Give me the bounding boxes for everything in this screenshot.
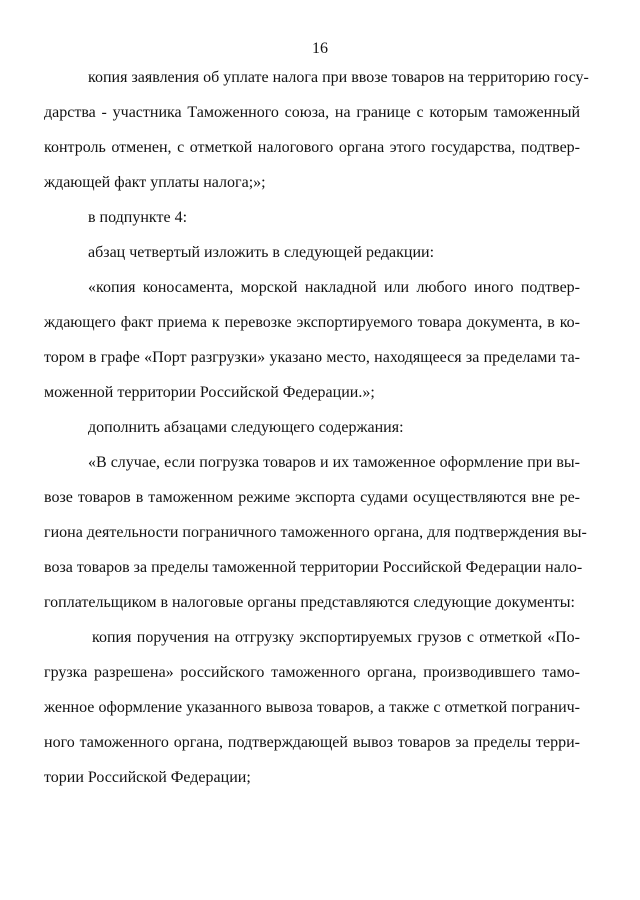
- text-line: грузка разрешена» российского таможенного органа, производившего тамо-: [44, 664, 580, 681]
- text-line: моженной территории Российской Федерации.»;: [44, 384, 375, 401]
- text-line: гиона деятельности пограничного таможенного органа, для подтверждения вы-: [44, 524, 587, 541]
- text-line: копия заявления об уплате налога при ввозе товаров на территорию госу-: [88, 69, 589, 86]
- text-line: тором в графе «Порт разгрузки» указано место, находящееся за пределами та-: [44, 349, 580, 366]
- text-line: «копия коносамента, морской накладной или любого иного подтвер-: [88, 279, 580, 296]
- text-line: ного таможенного органа, подтверждающей вывоз товаров за пределы терри-: [44, 734, 580, 751]
- text-line: возе товаров в таможенном режиме экспорта судами осуществляются вне ре-: [44, 489, 580, 506]
- text-line: ждающей факт уплаты налога;»;: [44, 174, 266, 191]
- text-line: «В случае, если погрузка товаров и их таможенное оформление при вы-: [88, 454, 580, 471]
- text-line: в подпункте 4:: [88, 209, 188, 226]
- text-line: женное оформление указанного вывоза товаров, а также с отметкой погранич-: [44, 699, 580, 716]
- text-line: дополнить абзацами следующего содержания:: [88, 419, 404, 436]
- text-line: тории Российской Федерации;: [44, 769, 251, 786]
- text-line: воза товаров за пределы таможенной территории Российской Федерации нало-: [44, 559, 583, 576]
- document-body: [44, 60, 589, 795]
- text-line: гоплательщиком в налоговые органы представляются следующие документы:: [44, 594, 575, 611]
- page-number: 16: [312, 40, 328, 57]
- text-line: контроль отменен, с отметкой налогового органа этого государства, подтвер-: [44, 139, 580, 156]
- text-line: копия поручения на отгрузку экспортируемых грузов с отметкой «По-: [92, 629, 580, 646]
- text-line: дарства - участника Таможенного союза, на границе с которым таможенный: [44, 104, 580, 121]
- text-line: абзац четвертый изложить в следующей редакции:: [88, 244, 435, 261]
- text-line: ждающего факт приема к перевозке экспортируемого товара документа, в ко-: [44, 314, 580, 331]
